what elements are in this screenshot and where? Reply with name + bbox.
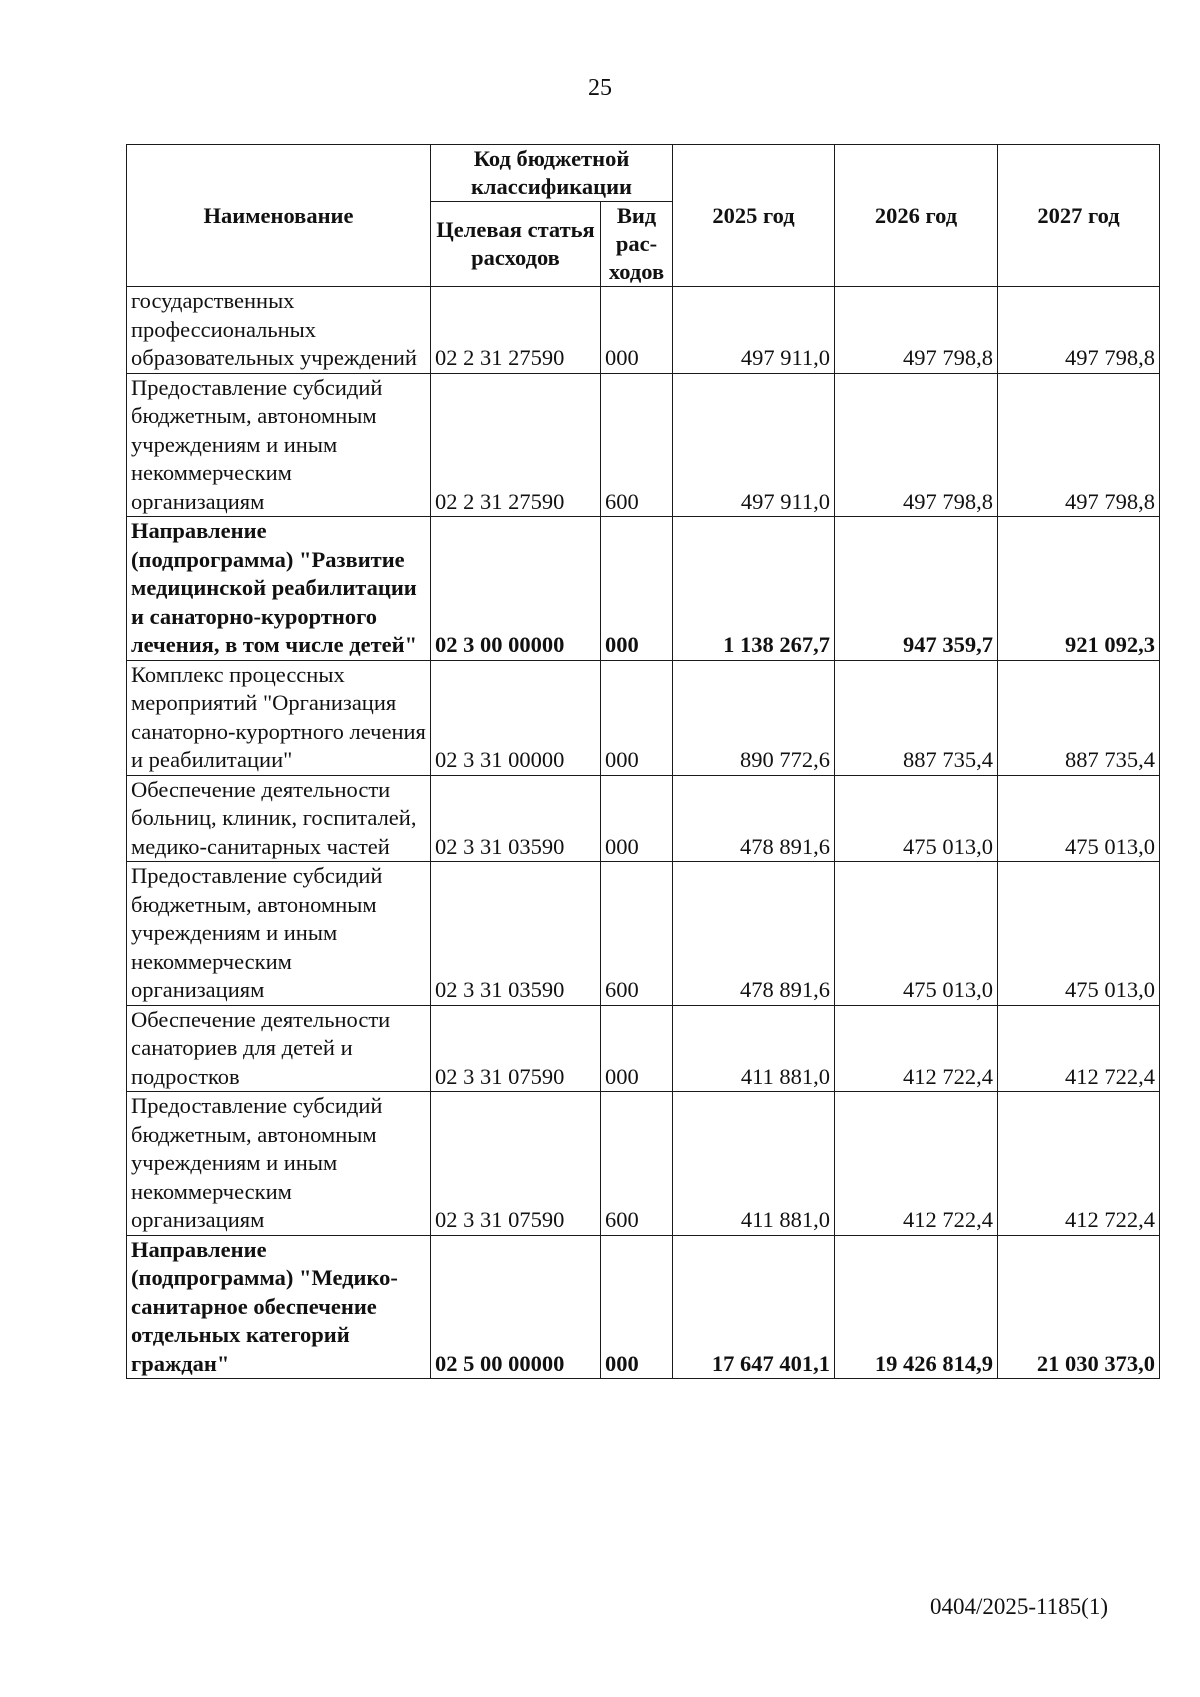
table-body (127, 287, 1160, 1379)
cell-name: Предоставление субсидий бюджетным, автономным учреждениям и иным некоммерческим организациям (127, 1092, 431, 1236)
cell-target-article: 02 2 31 27590 (431, 287, 601, 374)
cell-name: государственных профессиональных образовательных учреждений (127, 287, 431, 374)
cell-2027: 921 092,3 (998, 517, 1160, 661)
cell-2025: 478 891,6 (673, 775, 835, 862)
cell-target-article: 02 3 31 03590 (431, 775, 601, 862)
header-target-article: Целевая статья расходов (431, 202, 601, 287)
cell-2025: 497 911,0 (673, 373, 835, 517)
header-year-2026: 2026 год (835, 145, 998, 287)
table-row (127, 517, 1160, 661)
cell-name: Предоставление субсидий бюджетным, автономным учреждениям и иным некоммерческим организациям (127, 373, 431, 517)
cell-2025: 1 138 267,7 (673, 517, 835, 661)
cell-2025: 890 772,6 (673, 660, 835, 775)
cell-2026: 475 013,0 (835, 862, 998, 1006)
header-code-group: Код бюджетной классификации (431, 145, 673, 202)
cell-2027: 497 798,8 (998, 287, 1160, 374)
cell-expense-type: 000 (601, 1005, 673, 1092)
cell-expense-type: 600 (601, 1092, 673, 1236)
cell-2025: 17 647 401,1 (673, 1235, 835, 1379)
budget-table (126, 144, 1160, 1379)
cell-expense-type: 600 (601, 373, 673, 517)
cell-name: Направление (подпрограмма) "Развитие медицинской реабилитации и санаторно-курортного лечения, в том числе детей" (127, 517, 431, 661)
cell-expense-type: 000 (601, 775, 673, 862)
table-row (127, 862, 1160, 1006)
cell-expense-type: 000 (601, 660, 673, 775)
cell-2027: 412 722,4 (998, 1005, 1160, 1092)
table-row (127, 775, 1160, 862)
table-row (127, 1092, 1160, 1236)
cell-2025: 497 911,0 (673, 287, 835, 374)
table-row (127, 660, 1160, 775)
cell-name: Обеспечение деятельности санаториев для детей и подростков (127, 1005, 431, 1092)
cell-2027: 412 722,4 (998, 1092, 1160, 1236)
cell-target-article: 02 3 31 07590 (431, 1005, 601, 1092)
cell-name: Направление (подпрограмма) "Медико-санитарное обеспечение отдельных категорий граждан" (127, 1235, 431, 1379)
header-year-2027: 2027 год (998, 145, 1160, 287)
table-header (127, 145, 1160, 287)
table-row (127, 287, 1160, 374)
cell-name: Комплекс процессных мероприятий "Организация санаторно-курортного лечения и реабилитации" (127, 660, 431, 775)
cell-name: Предоставление субсидий бюджетным, автономным учреждениям и иным некоммерческим организациям (127, 862, 431, 1006)
table-row (127, 1235, 1160, 1379)
cell-2026: 19 426 814,9 (835, 1235, 998, 1379)
cell-2025: 411 881,0 (673, 1005, 835, 1092)
cell-2027: 475 013,0 (998, 775, 1160, 862)
cell-2027: 21 030 373,0 (998, 1235, 1160, 1379)
table-row (127, 1005, 1160, 1092)
cell-2026: 412 722,4 (835, 1005, 998, 1092)
page-number: 25 (588, 75, 612, 101)
cell-name: Обеспечение деятельности больниц, клиник, госпиталей, медико-санитарных частей (127, 775, 431, 862)
cell-expense-type: 000 (601, 1235, 673, 1379)
cell-target-article: 02 3 31 07590 (431, 1092, 601, 1236)
document-id: 0404/2025-1185(1) (929, 1594, 1108, 1619)
header-year-2025: 2025 год (673, 145, 835, 287)
cell-2027: 497 798,8 (998, 373, 1160, 517)
table-row (127, 373, 1160, 517)
cell-target-article: 02 3 00 00000 (431, 517, 601, 661)
cell-2026: 475 013,0 (835, 775, 998, 862)
cell-2026: 887 735,4 (835, 660, 998, 775)
cell-target-article: 02 2 31 27590 (431, 373, 601, 517)
header-name: Наименование (127, 145, 431, 287)
cell-2026: 497 798,8 (835, 287, 998, 374)
cell-2026: 497 798,8 (835, 373, 998, 517)
cell-expense-type: 000 (601, 287, 673, 374)
cell-expense-type: 000 (601, 517, 673, 661)
cell-2025: 411 881,0 (673, 1092, 835, 1236)
cell-expense-type: 600 (601, 862, 673, 1006)
cell-2026: 947 359,7 (835, 517, 998, 661)
cell-2027: 475 013,0 (998, 862, 1160, 1006)
header-expense-type: Вид рас-ходов (601, 202, 673, 287)
cell-target-article: 02 5 00 00000 (431, 1235, 601, 1379)
cell-2027: 887 735,4 (998, 660, 1160, 775)
cell-2026: 412 722,4 (835, 1092, 998, 1236)
cell-target-article: 02 3 31 00000 (431, 660, 601, 775)
cell-target-article: 02 3 31 03590 (431, 862, 601, 1006)
cell-2025: 478 891,6 (673, 862, 835, 1006)
